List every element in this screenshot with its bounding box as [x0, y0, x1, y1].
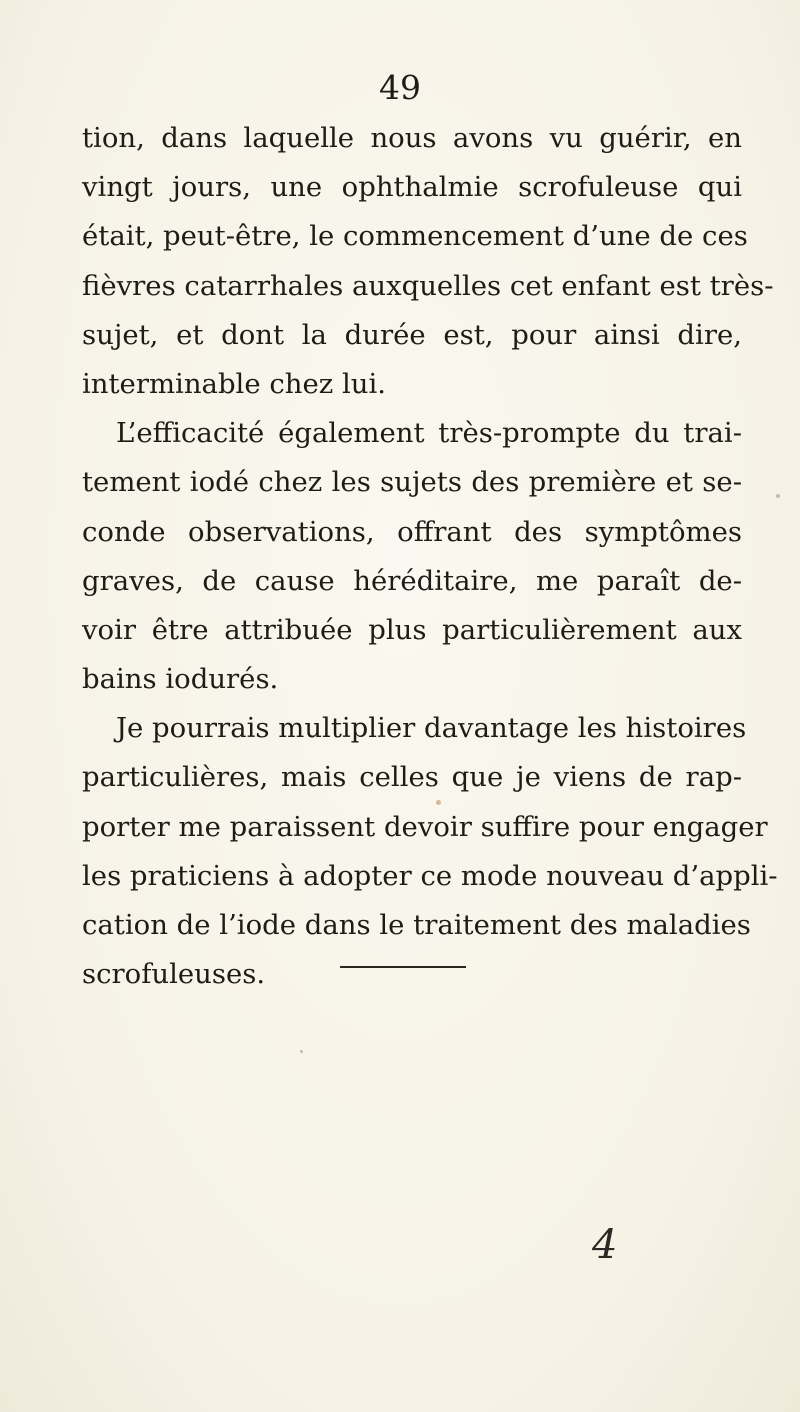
text-line: scrofuleuses.	[82, 958, 266, 991]
section-divider	[340, 966, 466, 968]
text-line: fièvres catarrhales auxquelles cet enfant est très-	[82, 269, 774, 302]
text-line: conde observations, offrant des symptômes	[82, 515, 742, 548]
body-text	[82, 114, 778, 999]
paper-speck	[776, 494, 780, 498]
text-line: bains iodurés.	[82, 663, 279, 696]
text-line: tion, dans laquelle nous avons vu guérir, en	[82, 122, 742, 154]
text-line: L’efficacité également très-prompte du trai-	[116, 417, 742, 450]
text-line: cation de l’iode dans le traitement des maladies	[82, 909, 751, 941]
text-line: graves, de cause héréditaire, me paraît de-	[82, 564, 742, 597]
signature-mark: 4	[592, 1222, 618, 1268]
text-line: voir être attribuée plus particulièrement aux	[82, 613, 742, 646]
text-line: tement iodé chez les sujets des première et se-	[82, 466, 742, 499]
paper-speck	[300, 1050, 303, 1053]
text-line: sujet, et dont la durée est, pour ainsi dire,	[82, 318, 742, 351]
text-line: Je pourrais multiplier davantage les histoires	[116, 712, 747, 745]
text-line: particulières, mais celles que je viens de rap-	[82, 761, 742, 794]
text-line: interminable chez lui.	[82, 367, 387, 400]
text-line: les praticiens à adopter ce mode nouveau d’appli-	[82, 859, 778, 892]
text-line: vingt jours, une ophthalmie scrofuleuse qui	[82, 171, 742, 204]
paper-speck	[436, 800, 441, 805]
page-number: 49	[379, 68, 421, 107]
text-line: était, peut-être, le commencement d’une de ces	[82, 220, 748, 253]
text-line: porter me paraissent devoir suffire pour engager	[82, 810, 768, 843]
